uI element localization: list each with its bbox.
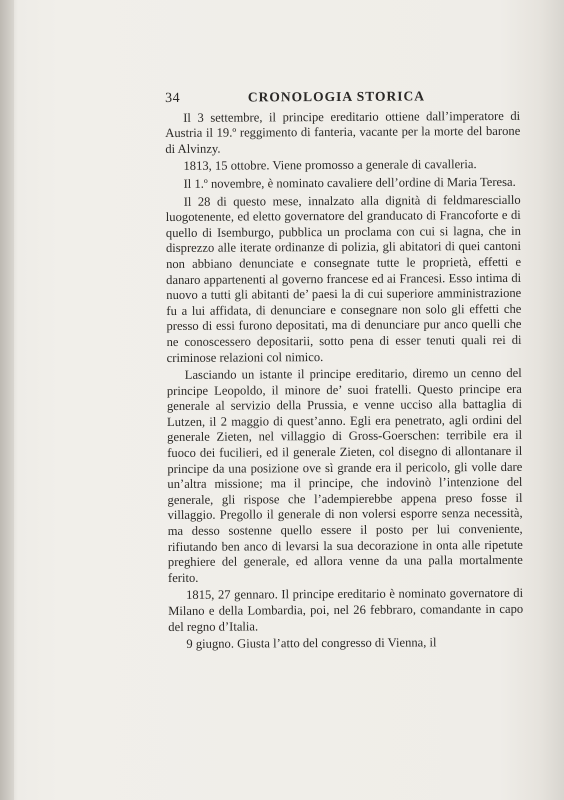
page-header	[165, 88, 520, 107]
paragraph-6: 1815, 27 gennaro. Il principe ereditario è nominato governatore di Milano e della Lombardia, poi, nel 26 febbraro, comandante in capo del regno d’Italia.	[168, 586, 524, 634]
paragraph-2: 1813, 15 ottobre. Viene promosso a generale di cavalleria.	[183, 157, 477, 174]
paragraph-1: Il 3 settembre, il principe ereditario ottiene dall’imperatore di Austria il 19.º reggimento di fanteria, vacante per la morte del barone di Alvinzy.	[165, 108, 521, 156]
paragraph-7: 9 giugno. Giusta l’atto del congresso di Vienna, il	[186, 635, 437, 652]
paragraph-5: Lasciando un istante il principe ereditario, diremo un cenno del principe Leopoldo, il minore de’ suoi fratelli. Questo principe era generale al servizio della Prussia, e venne ucciso alla battaglia di Lutzen, il 2 maggio di quest’anno. Egli era penetrato, agli ordini del generale Zieten, nel villaggio di Gross-Goerschen: terribile era il fuoco dei fucilieri, ed il generale Zieten, col disegno di allontanare il principe da una posizione ove sì grande era il pericolo, gli volle dare un’altra missione; ma il principe, che indovinò l’intenzione del generale, gli rispose che l’adempierebbe appena preso fosse il villaggio. Pregollo il generale di non volersi esporre senza necessità, ma desso sostenne quello essere il posto per lui conveniente, rifiutando ben anco di levarsi la sua decorazione in onta alle ripetute preghiere del generale, ed allora venne da una palla mortalmente ferito.	[166, 365, 523, 585]
paragraph-4: Il 28 di questo mese, innalzato alla dignità di feldmaresciallo luogotenente, ed eletto governatore del granducato di Francoforte e di quello di Isemburgo, pubblica un proclama con cui si lagna, che in disprezzo alle iterate ordinanze di polizia, gli abitatori di quei cantoni non abbiano denunciate e consegnate tutte le proprietà, effetti e danaro appartenenti al governo francese ed ai Francesi. Esso intima di nuovo a tutti gli abitanti de’ paesi la di cui superiore amministrazione fu a lui affidata, di denunciare e consegnare non solo gli effetti che presso di essi furono depositati, ma di denunciare pur anco quelli che ne conoscessero depositarii, sotto pena di esser tenuti quali rei di criminose relazioni col nimico.	[165, 192, 522, 365]
page-number: 34	[165, 90, 181, 106]
page-binding-edge	[0, 0, 14, 800]
paragraph-3: Il 1.º novembre, è nominato cavaliere dell’ordine di Maria Teresa.	[183, 174, 516, 191]
page-text-block	[165, 88, 523, 655]
running-title: CRONOLOGIA STORICA	[247, 88, 426, 105]
